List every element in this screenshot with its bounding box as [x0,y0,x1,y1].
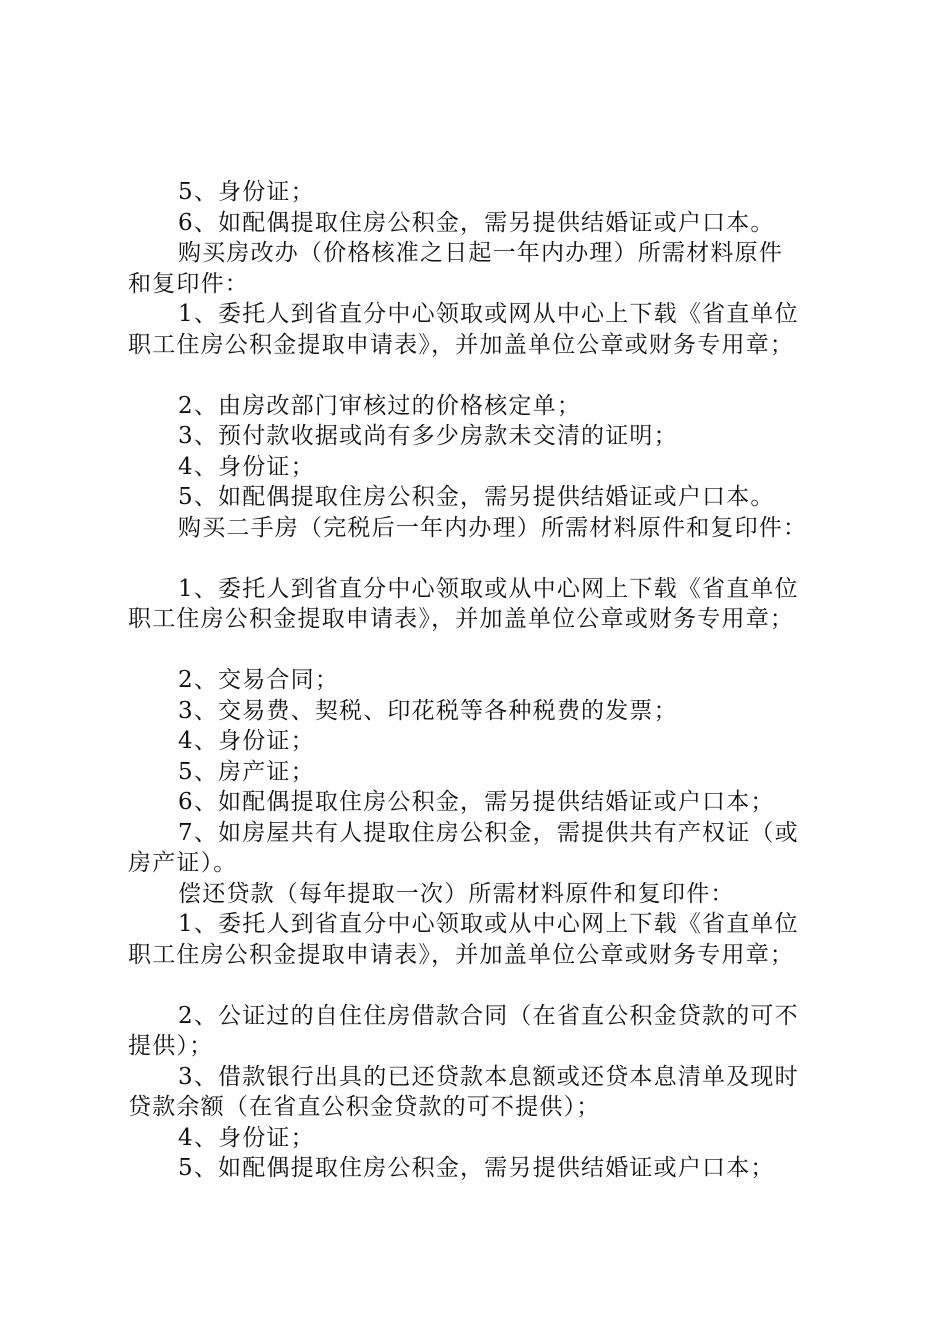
text-line: 2、由房改部门审核过的价格核定单； [178,392,582,419]
text-line: 职工住房公积金提取申请表》，并加盖单位公章或财务专用章； [128,331,795,358]
text-line: 3、借款银行出具的已还贷款本息额或还贷本息清单及现时 [178,1063,799,1090]
text-line: 提供）； [128,1033,214,1059]
text-line: 1、委托人到省直分中心领取或从中心网上下载《省直单位 [178,911,799,937]
text-line: 4、身份证； [178,453,315,480]
text-line: 2、交易合同； [178,667,340,693]
blank-line [128,635,848,666]
text-line: 房产证）。 [128,850,238,876]
text-line: 1、委托人到省直分中心领取或从中心网上下载《省直单位 [178,575,799,602]
text-line: 购买房改办（价格核准之日起一年内办理）所需材料原件 [178,240,783,266]
text-line: 职工住房公积金提取申请表》，并加盖单位公章或财务专用章； [128,606,795,632]
text-line: 5、身份证； [178,179,315,205]
text-line: 4、身份证； [178,1124,315,1151]
text-line: 和复印件： [128,270,249,297]
text-line: 6、如配偶提取住房公积金，需另提供结婚证或户口本； [178,789,775,815]
text-line: 贷款余额（在省直公积金贷款的可不提供）； [128,1094,601,1120]
text-line: 6、如配偶提取住房公积金，需另提供结婚证或户口本。 [178,209,775,236]
text-line: 5、如配偶提取住房公积金，需另提供结婚证或户口本。 [178,484,775,510]
text-line: 5、如配偶提取住房公积金，需另提供结婚证或户口本； [178,1155,775,1181]
text-line: 3、交易费、契税、印花税等各种税费的发票； [178,697,678,724]
text-line: 5、房产证； [178,758,315,785]
blank-line [128,543,848,574]
text-line: 2、公证过的自住住房借款合同（在省直公积金贷款的可不 [178,1002,799,1029]
blank-line [128,360,848,391]
text-line: 7、如房屋共有人提取住房公积金，需提供共有产权证（或 [178,819,799,846]
document-body [128,177,848,1184]
text-line: 3、预付款收据或尚有多少房款未交清的证明； [178,423,678,449]
text-line: 职工住房公积金提取申请表》，并加盖单位公章或财务专用章； [128,941,795,968]
blank-line [128,970,848,1001]
text-line: 购买二手房（完税后一年内办理）所需材料原件和复印件： [178,514,808,541]
text-line: 偿还贷款（每年提取一次）所需材料原件和复印件： [178,880,735,907]
text-line: 1、委托人到省直分中心领取或网从中心上下载《省直单位 [178,301,799,327]
text-line: 4、身份证； [178,728,315,754]
